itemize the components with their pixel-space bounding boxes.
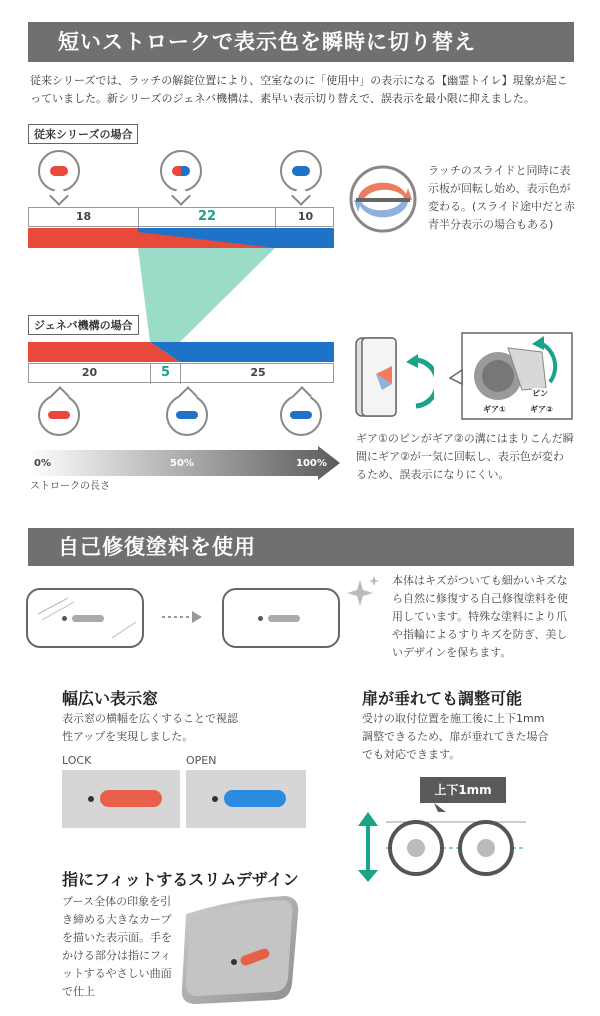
open-label: OPEN [186,754,217,767]
lock-display [62,770,180,828]
stroke-length-label: ストロークの長さ [30,481,110,492]
rotating-plate-icon [348,164,418,234]
scale-value: 25 [250,366,266,379]
gear1-label: ギア① [483,405,506,414]
open-display [186,770,306,828]
red-dot-icon [50,166,68,176]
scale-value: 18 [29,208,139,228]
indicator-blue [166,394,208,436]
slim-heading: 指にフィットするスリムデザイン [62,870,299,889]
scale-value: 10 [297,210,314,223]
adjust-diagram [354,800,530,882]
slim-latch-product [176,892,304,1010]
open-indicator-blue [224,790,286,807]
geneva-note: ギア①のピンがギア②の溝にはまりこんだ瞬間にギア②が一気に回転し、表示色が変わるため、誤表示になりにくい。 [356,432,574,481]
arrow-right-icon [160,610,204,624]
lock-label: LOCK [62,754,92,767]
half-red-blue-dot-icon [172,166,190,176]
red-bar-icon [48,411,70,419]
scale-value: 20 [29,364,151,384]
gear2-label: ギア② [530,405,553,414]
adjust-heading: 扉が垂れても調整可能 [362,689,523,708]
section-title-stroke: 短いストロークで表示色を瞬時に切り替え [28,22,574,62]
stroke-50: 50% [170,458,194,469]
indicator-red [38,394,80,436]
blue-dot-icon [292,166,310,176]
scale-value: 5 [151,364,181,384]
conventional-note: ラッチのスライドと同時に表示板が回転し始め、表示色が変わる。(スライド途中だと赤青半分表示の場合もある) [428,164,575,231]
sparkle-icon [346,574,382,614]
scratched-window [26,588,144,648]
indicator-slot [268,615,300,622]
wide-window-heading: 幅広い表示窓 [62,689,159,708]
geneva-label: ジェネバ機構の場合 [28,315,139,335]
geneva-scale [28,363,334,383]
conventional-label: 従来シリーズの場合 [28,124,138,144]
intro-text: 従来シリーズでは、ラッチの解錠位置により、空室なのに「使用中」の表示になる【幽霊トイレ】現象が起こっていました。新シリーズのジェネバ機構は、素早い表示切り替えで、誤表示を最小限に抑えました。 [30,74,568,105]
transition-band [138,248,275,342]
geneva-blue-bar [150,342,334,362]
self-repair-text: 本体はキズがついても細かいキズなら自然に修復する自己修復塗料を使用しています。特殊な塗料により爪や指輪によるすりキズを防ぎ、美しいデザインを保ちます。 [392,574,568,659]
slim-text: ブース全体の印象を引き締める大きなカーブを描いた表示面。手をかける部分は指にフィットするやさしい曲面で仕上 [62,895,172,998]
key-hole-icon [62,616,67,621]
repaired-window [222,588,340,648]
wide-window-text: 表示窓の横幅を広くすることで視認性アップを実現しました。 [62,712,238,743]
adjust-callout: 上下1mm [420,777,506,803]
latch-body-icon [354,332,434,422]
key-hole-icon [258,616,263,621]
adjust-text: 受けの取付位置を施工後に上下1mm調整できるため、扉が垂れてきた場合でも対応できます。 [362,712,549,761]
blue-bar-icon [176,411,198,419]
blue-bar-icon [290,411,312,419]
scale-value: 22 [139,208,276,228]
indicator-slot [72,615,104,622]
key-hole-icon [88,796,94,802]
key-hole-icon [212,796,218,802]
stroke-100: 100% [296,458,327,469]
gear-detail-callout [446,330,576,422]
stroke-0: 0% [34,458,51,469]
lock-indicator-red [100,790,162,807]
pin-label: ピン [532,389,548,398]
section-title-self-repair: 自己修復塗料を使用 [28,528,574,566]
indicator-blue [280,394,322,436]
